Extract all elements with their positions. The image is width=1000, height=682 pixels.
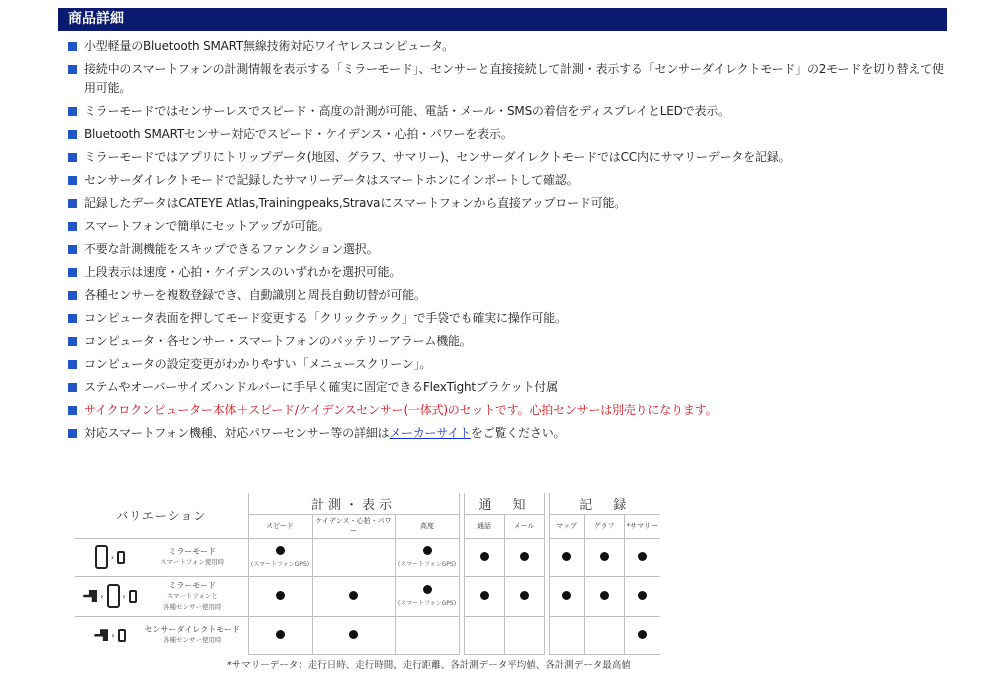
square-bullet-icon (68, 199, 77, 208)
square-bullet-icon (68, 314, 77, 323)
mark-cell (395, 538, 459, 576)
mark-cell (312, 538, 395, 576)
variation-header: バリエーション (116, 508, 207, 523)
mark-cell (584, 538, 624, 576)
feature-item (68, 355, 948, 374)
feature-item (68, 263, 948, 282)
mark-cell (504, 616, 544, 654)
mark-cell (312, 576, 395, 616)
footnote: *サマリーデータ：走行日時、走行時間、走行距離、各計測データ平均値、各計測データ最高値 (227, 660, 631, 671)
feature-text: コンピュータの設定変更がわかりやすい「メニュースクリーン」。 (84, 357, 432, 371)
square-bullet-icon (68, 176, 77, 185)
table-row (75, 538, 660, 576)
mark-cell (464, 576, 504, 616)
details-suffix-text: をご覧ください。 (470, 426, 566, 440)
feature-text: 各種センサーを複数登録でき、自動識別と周長自動切替が可能。 (84, 288, 426, 302)
feature-item (68, 37, 948, 56)
feature-item (68, 286, 948, 305)
dot-mark (600, 591, 609, 600)
mode-title: ミラーモード (168, 580, 217, 590)
mark-cell (464, 538, 504, 576)
square-bullet-icon (68, 153, 77, 162)
col-header: マップ (549, 514, 584, 538)
mark-cell (624, 576, 660, 616)
mark-cell (624, 538, 660, 576)
mode-cell (75, 576, 248, 616)
square-bullet-icon (68, 222, 77, 231)
dot-mark (349, 630, 358, 639)
arrow-icon: › (100, 591, 104, 601)
feature-item (68, 60, 948, 98)
square-bullet-icon (68, 406, 77, 415)
device-icons (79, 584, 141, 608)
mark-cell (248, 538, 312, 576)
feature-item (68, 148, 948, 167)
cycle-computer-icon (117, 551, 125, 564)
mark-cell (549, 538, 584, 576)
dot-mark (480, 552, 489, 561)
square-bullet-icon (68, 360, 77, 369)
variation-header-cell (75, 493, 248, 538)
dot-mark (600, 552, 609, 561)
mark-cell (504, 576, 544, 616)
mode-cell (75, 538, 248, 576)
section-header: 商品詳細 (58, 8, 947, 31)
col-header: グラフ (584, 514, 624, 538)
feature-item (68, 378, 948, 397)
col-header: *サマリー (624, 514, 660, 538)
square-bullet-icon (68, 65, 77, 74)
gps-note: (スマートフォンGPS) (250, 561, 310, 568)
feature-text: コンピュータ表面を押してモード変更する「クリックテック」で手袋でも確実に操作可能。 (84, 311, 567, 325)
mark-cell (549, 576, 584, 616)
mark-cell (395, 576, 459, 616)
red-notice-item (68, 401, 948, 420)
square-bullet-icon (68, 130, 77, 139)
square-bullet-icon (68, 337, 77, 346)
feature-item (68, 309, 948, 328)
dot-mark (276, 546, 285, 555)
feature-text: センサーダイレクトモードで記録したサマリーデータはスマートホンにインポートして確認。 (84, 173, 579, 187)
variation-table (75, 493, 660, 655)
sensor-icon (83, 590, 97, 602)
device-icons (79, 629, 141, 642)
group-record: 記 録 (579, 497, 631, 513)
mark-cell (248, 616, 312, 654)
square-bullet-icon (68, 42, 77, 51)
square-bullet-icon (68, 291, 77, 300)
square-bullet-icon (68, 245, 77, 254)
group-measure: 計測・表示 (310, 497, 396, 513)
feature-text: スマートフォンで簡単にセットアップが可能。 (84, 219, 330, 233)
feature-text: ステムやオーバーサイズハンドルバーに手早く確実に固定できるFlexTightブラケット付属 (84, 380, 558, 394)
mode-title: センサーダイレクトモード (144, 625, 240, 635)
mark-cell (312, 616, 395, 654)
group-record-cell (549, 493, 660, 514)
device-icons (79, 545, 141, 569)
mode-sub: 各種センサー使用時 (163, 636, 222, 645)
dot-mark (520, 552, 529, 561)
col-header: ケイデンス・心拍・パワー (312, 514, 395, 538)
dot-mark (638, 591, 647, 600)
dot-mark (520, 591, 529, 600)
feature-text: 小型軽量のBluetooth SMART無線技術対応ワイヤレスコンピュータ。 (84, 39, 454, 53)
mode-sub: スマートフォンと (166, 591, 218, 600)
feature-text: 接続中のスマートフォンの計測情報を表示する「ミラーモード」、センサーと直接接続して計測・表示する「センサーダイレクトモード」の2モードを切り替えて使用可能。 (84, 62, 944, 95)
arrow-icon: › (111, 630, 115, 640)
square-bullet-icon (68, 383, 77, 392)
col-header: 通話 (464, 514, 504, 538)
feature-item (68, 102, 948, 121)
smartphone-icon (107, 584, 120, 608)
mark-cell (549, 616, 584, 654)
sensor-icon (94, 629, 108, 641)
arrow-icon: › (110, 552, 115, 562)
feature-list (68, 37, 948, 447)
mark-cell (624, 616, 660, 654)
feature-text: 記録したデータはCATEYE Atlas,Trainingpeaks,Stravaにスマートフォンから直接アップロード可能。 (84, 196, 627, 210)
feature-item (68, 332, 948, 351)
group-notify: 通 知 (478, 497, 530, 513)
smartphone-icon (95, 545, 108, 569)
dot-mark (276, 591, 285, 600)
col-header: スピード (248, 514, 312, 538)
dot-mark (480, 591, 489, 600)
mode-title: ミラーモード (168, 547, 217, 556)
mode-sub: スマートフォン使用時 (160, 558, 225, 566)
feature-text: 不要な計測機能をスキップできるファンクション選択。 (84, 242, 379, 256)
cycle-computer-icon (129, 590, 137, 603)
mark-cell (248, 576, 312, 616)
col-header: 高度 (395, 514, 459, 538)
feature-text: ミラーモードではセンサーレスでスピード・高度の計測が可能、電話・メール・SMSの着信をディスプレイとLEDで表示。 (84, 104, 730, 118)
table-row (75, 576, 660, 616)
mode-cell (75, 616, 248, 654)
group-header-row (75, 493, 660, 514)
dot-mark (349, 591, 358, 600)
dot-mark (562, 552, 571, 561)
feature-text: ミラーモードではアプリにトリップデータ(地図、グラフ、サマリー)、センサーダイレクトモードではCC内にサマリーデータを記録。 (84, 150, 791, 164)
mark-cell (584, 616, 624, 654)
feature-item (68, 217, 948, 236)
mark-cell (504, 538, 544, 576)
feature-text: コンピュータ・各センサー・スマートフォンのバッテリーアラーム機能。 (84, 334, 472, 348)
mark-cell (464, 616, 504, 654)
details-prefix-text: 対応スマートフォン機種、対応パワーセンサー等の詳細は (84, 426, 390, 440)
square-bullet-icon (68, 268, 77, 277)
mark-cell (584, 576, 624, 616)
group-notify-cell (464, 493, 544, 514)
square-bullet-icon (68, 429, 77, 438)
table-row (75, 616, 660, 654)
feature-item (68, 171, 948, 190)
feature-item (68, 240, 948, 259)
feature-text: 上段表示は速度・心拍・ケイデンスのいずれかを選択可能。 (84, 265, 402, 279)
feature-item (68, 194, 948, 213)
mark-cell (395, 616, 459, 654)
cycle-computer-icon (118, 629, 126, 642)
maker-site-link[interactable]: メーカーサイト (389, 426, 471, 440)
gps-note: (スマートフォンGPS) (397, 561, 457, 568)
arrow-icon: › (122, 591, 126, 601)
dot-mark (423, 585, 432, 594)
dot-mark (276, 630, 285, 639)
dot-mark (423, 546, 432, 555)
feature-item (68, 424, 948, 443)
dot-mark (562, 591, 571, 600)
dot-mark (638, 552, 647, 561)
group-measure-cell (248, 493, 459, 514)
square-bullet-icon (68, 107, 77, 116)
col-header: メール (504, 514, 544, 538)
mode-sub: 各種センサー使用時 (163, 602, 222, 611)
feature-item (68, 125, 948, 144)
red-notice-text: サイクロクンピューター本体＋スピード/ケイデンスセンサー(一体式)のセットです。心拍センサーは別売りになります。 (84, 403, 718, 417)
gps-note: (スマートフォンGPS) (397, 600, 457, 607)
feature-text: Bluetooth SMARTセンサー対応でスピード・ケイデンス・心拍・パワーを表示。 (84, 127, 513, 141)
dot-mark (638, 630, 647, 639)
